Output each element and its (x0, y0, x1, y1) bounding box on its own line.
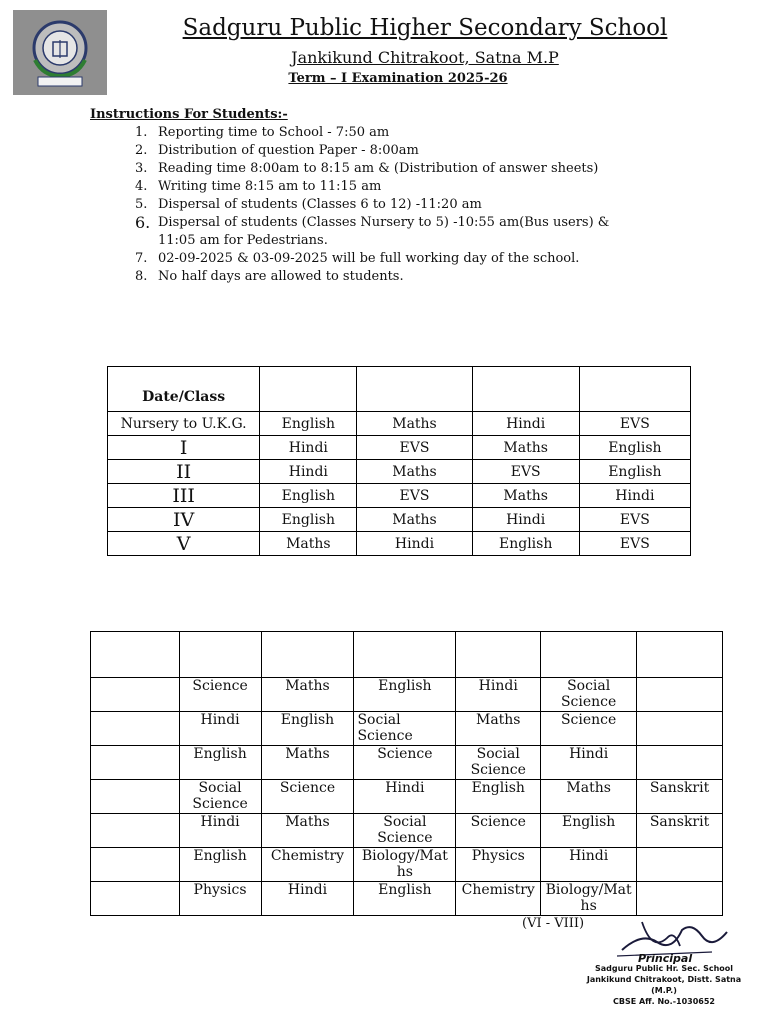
subject-cell: Social Science (354, 712, 456, 746)
subject-cell (637, 678, 723, 712)
stamp-affiliation: CBSE Aff. No.-1030652 (613, 997, 715, 1006)
instruction-text: Reading time 8:00am to 8:15 am & (Distribution of answer sheets) (158, 161, 599, 176)
table-row (108, 460, 691, 484)
class-name-cell (91, 746, 180, 780)
primary-exam-schedule-table (107, 366, 691, 556)
stamp-address: Jankikund Chitrakoot, Distt. Satna (M.P.) (586, 975, 742, 995)
class-name-cell (91, 882, 180, 916)
subject-cell: English (354, 882, 456, 916)
table-row (108, 412, 691, 436)
table-row (108, 436, 691, 460)
subject-cell: Chemistry (456, 882, 541, 916)
subject-cell: Maths (357, 508, 472, 532)
subject-cell: Maths (261, 746, 354, 780)
subject-cell: Maths (357, 460, 472, 484)
instruction-item (130, 142, 650, 160)
subject-cell: English (260, 484, 357, 508)
subject-cell: Social Science (179, 780, 261, 814)
subject-cell: Hindi (354, 780, 456, 814)
instruction-number: 2. (135, 143, 148, 158)
subject-cell: Science (541, 712, 637, 746)
instruction-number: 7. (135, 251, 148, 266)
subject-cell (637, 882, 723, 916)
subject-cell: Sanskrit (637, 780, 723, 814)
table-header-cell (637, 632, 723, 678)
subject-cell: Hindi (456, 678, 541, 712)
instruction-text: Writing time 8:15 am to 11:15 am (158, 179, 382, 194)
subject-cell: Maths (261, 814, 354, 848)
table-header-cell (579, 367, 690, 412)
subject-cell: Science (261, 780, 354, 814)
subject-cell: English (179, 848, 261, 882)
senior-exam-schedule-table (90, 631, 723, 916)
table-row (91, 848, 723, 882)
subject-cell: EVS (357, 436, 472, 460)
instruction-item (130, 178, 650, 196)
subject-cell: Hindi (260, 436, 357, 460)
subject-cell: English (579, 436, 690, 460)
subject-cell: Physics (456, 848, 541, 882)
instruction-text: Distribution of question Paper - 8:00am (158, 143, 419, 158)
class-name-cell: III (108, 484, 260, 508)
instruction-item (130, 124, 650, 142)
school-name: Sadguru Public Higher Secondary School (182, 15, 668, 41)
table-header-cell (260, 367, 357, 412)
subject-cell: Science (456, 814, 541, 848)
subject-cell: Science (354, 746, 456, 780)
subject-cell: Hindi (541, 746, 637, 780)
class-name-cell (91, 712, 180, 746)
stamp-school-name: Sadguru Public Hr. Sec. School (594, 964, 734, 973)
class-name-cell: Nursery to U.K.G. (108, 412, 260, 436)
subject-cell: Maths (261, 678, 354, 712)
table-row (91, 746, 723, 780)
subject-cell: Hindi (357, 532, 472, 556)
instruction-text: 02-09-2025 & 03-09-2025 will be full working day of the school. (158, 251, 580, 266)
subject-cell: Hindi (541, 848, 637, 882)
subject-cell: English (260, 508, 357, 532)
table-header-cell (179, 632, 261, 678)
table-header-row (108, 367, 691, 412)
subject-cell: English (179, 746, 261, 780)
subject-cell: Social Science (354, 814, 456, 848)
class-name-cell (91, 780, 180, 814)
subject-cell: Sanskrit (637, 814, 723, 848)
subject-cell: Maths (472, 484, 579, 508)
instruction-number: 3. (135, 161, 148, 176)
subject-cell: EVS (579, 532, 690, 556)
subject-cell: Chemistry (261, 848, 354, 882)
subject-cell: Hindi (260, 460, 357, 484)
subject-cell: English (472, 532, 579, 556)
instruction-item (130, 196, 650, 214)
instruction-item (130, 268, 650, 286)
instruction-text: Dispersal of students (Classes 6 to 12) -11:20 am (158, 197, 482, 212)
instruction-item (130, 214, 650, 250)
subject-cell: EVS (579, 508, 690, 532)
table-header-cell (261, 632, 354, 678)
class-name-cell (91, 848, 180, 882)
subject-cell: EVS (579, 412, 690, 436)
subject-cell: Maths (260, 532, 357, 556)
subject-cell: Maths (541, 780, 637, 814)
class-range-label: (VI - VIII) (522, 916, 585, 931)
subject-cell: Hindi (472, 412, 579, 436)
subject-cell: English (354, 678, 456, 712)
table-row (108, 484, 691, 508)
table-header-cell (541, 632, 637, 678)
subject-cell: Maths (472, 436, 579, 460)
instructions-list (130, 124, 650, 286)
instruction-number: 8. (135, 269, 148, 284)
school-logo (13, 10, 107, 95)
instruction-number: 6. (135, 213, 151, 232)
table-header-cell (472, 367, 579, 412)
subject-cell (637, 746, 723, 780)
subject-cell: Hindi (261, 882, 354, 916)
subject-cell: Biology/Maths (541, 882, 637, 916)
subject-cell: Physics (179, 882, 261, 916)
instruction-text: Reporting time to School - 7:50 am (158, 125, 390, 140)
table-header-cell (456, 632, 541, 678)
instruction-item (130, 250, 650, 268)
table-header-cell (354, 632, 456, 678)
exam-term-title: Term – I Examination 2025-26 (288, 71, 508, 86)
subject-cell: Hindi (579, 484, 690, 508)
table-row (108, 508, 691, 532)
subject-cell (637, 848, 723, 882)
date-class-header: Date/Class (108, 367, 260, 412)
table-header-row (91, 632, 723, 678)
class-name-cell: V (108, 532, 260, 556)
school-stamp (586, 963, 742, 1007)
table-header-cell (357, 367, 472, 412)
table-row (108, 532, 691, 556)
subject-cell: English (261, 712, 354, 746)
subject-cell: Maths (357, 412, 472, 436)
table-row (91, 814, 723, 848)
table-row (91, 882, 723, 916)
subject-cell: Social Science (456, 746, 541, 780)
class-name-cell: II (108, 460, 260, 484)
table-row (91, 712, 723, 746)
subject-cell: English (579, 460, 690, 484)
subject-cell: EVS (357, 484, 472, 508)
table-header-cell (91, 632, 180, 678)
subject-cell: EVS (472, 460, 579, 484)
subject-cell: English (541, 814, 637, 848)
subject-cell: English (260, 412, 357, 436)
instruction-item (130, 160, 650, 178)
class-name-cell: I (108, 436, 260, 460)
class-name-cell: IV (108, 508, 260, 532)
instruction-number: 5. (135, 197, 148, 212)
subject-cell (637, 712, 723, 746)
school-address: Jankikund Chitrakoot, Satna M.P (291, 48, 559, 67)
subject-cell: Science (179, 678, 261, 712)
table-row (91, 780, 723, 814)
instruction-text: Dispersal of students (Classes Nursery to 5) -10:55 am(Bus users) & 11:05 am for Pedestrians. (158, 215, 610, 248)
subject-cell: Hindi (179, 712, 261, 746)
subject-cell: Maths (456, 712, 541, 746)
table-row (91, 678, 723, 712)
class-name-cell (91, 814, 180, 848)
class-name-cell (91, 678, 180, 712)
subject-cell: Social Science (541, 678, 637, 712)
instruction-text: No half days are allowed to students. (158, 269, 404, 284)
subject-cell: Hindi (179, 814, 261, 848)
instructions-heading: Instructions For Students:- (90, 107, 288, 122)
subject-cell: Biology/Maths (354, 848, 456, 882)
instruction-number: 4. (135, 179, 148, 194)
subject-cell: Hindi (472, 508, 579, 532)
subject-cell: English (456, 780, 541, 814)
principal-label: Principal (638, 952, 693, 965)
instruction-number: 1. (135, 125, 148, 140)
